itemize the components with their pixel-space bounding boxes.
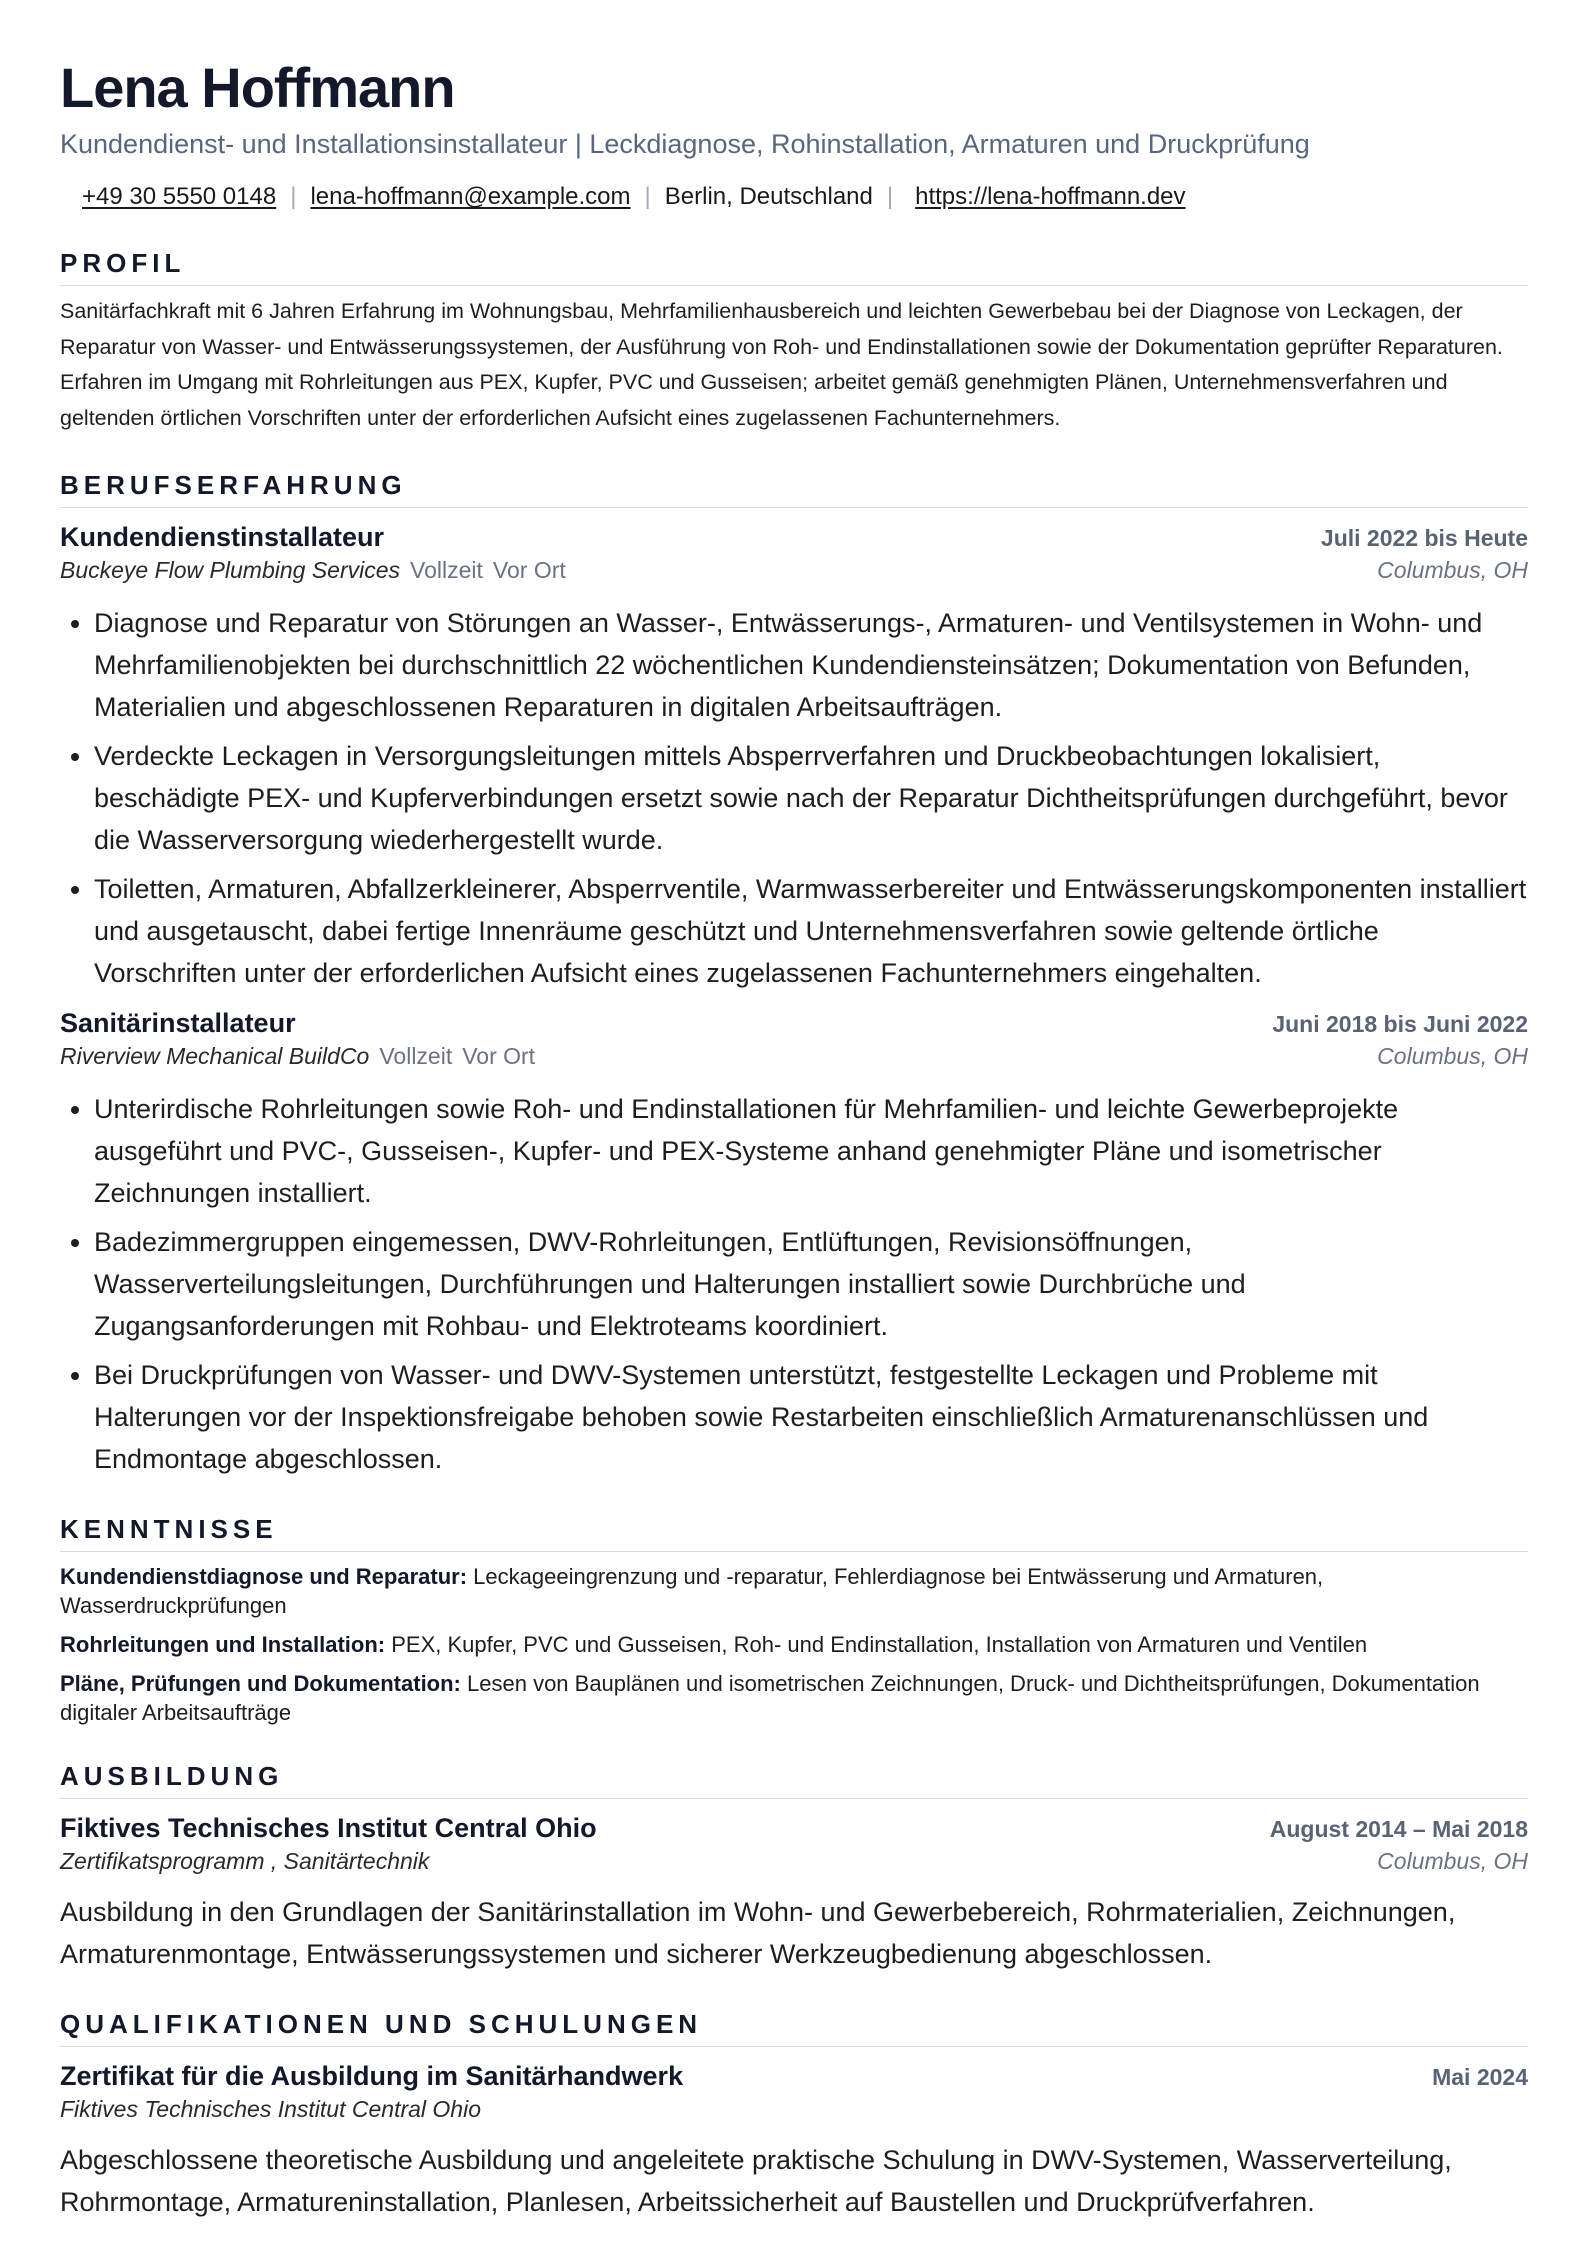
contact-separator: | — [644, 183, 651, 210]
job-location: Columbus, OH — [1377, 1043, 1528, 1069]
education-description: Ausbildung in den Grundlagen der Sanitärinstallation im Wohn- und Gewerbebereich, Rohrmaterialien, Zeichnungen, Armaturenmontage, Entwässerungssystemen und sicherer Werkzeugbedienung abgeschlossen. — [60, 1897, 1456, 1969]
job-title: Sanitärinstallateur — [60, 1008, 296, 1038]
job-bullets — [60, 1088, 1528, 1480]
contact-separator: | — [886, 183, 894, 210]
phone-link[interactable]: +49 30 5550 0148 — [82, 183, 277, 210]
education-location: Columbus, OH — [1377, 1848, 1528, 1874]
skill-line — [60, 1630, 1528, 1659]
job-bullet: • Verdeckte Leckagen in Versorgungsleitungen mittels Absperrverfahren und Druckbeobachtungen lokalisiert, beschädigte PEX- und Kupferverbindungen ersetzt sowie nach der Reparatur Dichtheitsprüfungen durchgeführt, bevor die Wasserversorgung wiederhergestellt wurde. — [94, 735, 1528, 861]
skill-label: Pläne, Prüfungen und Dokumentation: — [60, 1671, 461, 1696]
job-bullet: • Diagnose und Reparatur von Störungen an Wasser-, Entwässerungs-, Armaturen- und Ventilsystemen in Wohn- und Mehrfamilienobjekten bei durchschnittlich 22 wöchentlichen Kundendiensteinsätzen; Dokumentation von Befunden, Materialien und abgeschlossenen Reparaturen in digitalen Arbeitsaufträgen. — [94, 602, 1528, 728]
job-entry — [60, 1008, 1528, 1480]
section-title-skills: KENNTNISSE — [60, 1514, 1528, 1552]
job-date: Juni 2018 bis Juni 2022 — [1272, 1011, 1528, 1037]
company-name: Buckeye Flow Plumbing Services — [60, 557, 401, 583]
education-date: August 2014 – Mai 2018 — [1269, 1816, 1528, 1842]
email-link[interactable]: lena-hoffmann@example.com — [310, 183, 631, 210]
job-date: Juli 2022 bis Heute — [1320, 525, 1528, 551]
profile-text: Sanitärfachkraft mit 6 Jahren Erfahrung im Wohnungsbau, Mehrfamilienhausbereich und leichten Gewerbebau bei der Diagnose von Leckagen, der Reparatur von Wasser- und Entwässerungssystemen, der Ausführung von Roh- und Endinstallationen sowie der Dokumentation geprüfter Reparaturen. Erfahren im Umgang mit Rohrleitungen aus PEX, Kupfer, PVC und Gusseisen; arbeitet gemäß genehmigten Plänen, Unternehmensverfahren und geltenden örtlichen Vorschriften unter der erforderlichen Aufsicht eines zugelassenen Fachunternehmers. — [60, 299, 1503, 430]
location-text: Berlin, Deutschland — [664, 183, 873, 210]
contact-bar — [60, 180, 1528, 214]
job-bullets — [60, 602, 1528, 994]
certification-date: Mai 2024 — [1432, 2064, 1528, 2090]
certification-name: Zertifikat für die Ausbildung im Sanitärhandwerk — [60, 2061, 684, 2091]
website-link[interactable]: https://lena-hoffmann.dev — [915, 183, 1186, 210]
skill-label: Rohrleitungen und Installation: — [60, 1632, 386, 1657]
job-title: Kundendienstinstallateur — [60, 522, 385, 552]
certification-description: Abgeschlossene theoretische Ausbildung und angeleitete praktische Schulung in DWV-Systemen, Wasserverteilung, Rohrmontage, Armatureninstallation, Planlesen, Arbeitssicherheit auf Baustellen und Druckprüfverfahren. — [60, 2145, 1452, 2217]
job-entry — [60, 522, 1528, 994]
section-title-experience: BERUFSERFAHRUNG — [60, 470, 1528, 508]
work-mode: Vor Ort — [462, 1043, 536, 1069]
contact-separator: | — [290, 183, 297, 210]
skill-text: Lesen von Bauplänen und isometrischen Zeichnungen, Druck- und Dichtheitsprüfungen, Dokumentation digitaler Arbeitsaufträge — [60, 1671, 1480, 1725]
employment-type: Vollzeit — [379, 1043, 453, 1069]
employment-type: Vollzeit — [410, 557, 483, 583]
skill-text: Leckageeingrenzung und -reparatur, Fehlerdiagnose bei Entwässerung und Armaturen, Wasserdruckprüfungen — [60, 1564, 1324, 1618]
job-location: Columbus, OH — [1377, 557, 1528, 583]
certification-issuer: Fiktives Technisches Institut Central Ohio — [60, 2096, 481, 2122]
section-title-certifications: QUALIFIKATIONEN UND SCHULUNGEN — [60, 2009, 1528, 2047]
skill-line — [60, 1669, 1528, 1727]
job-bullet: • Badezimmergruppen eingemessen, DWV-Rohrleitungen, Entlüftungen, Revisionsöffnungen, Wasserverteilungsleitungen, Durchführungen und Halterungen installiert sowie Durchbrüche und Zugangsanforderungen mit Rohbau- und Elektroteams koordiniert. — [94, 1221, 1528, 1347]
headline: Kundendienst- und Installationsinstallateur | Leckdiagnose, Rohinstallation, Armaturen und Druckprüfung — [60, 129, 1310, 159]
job-bullet: • Toiletten, Armaturen, Abfallzerkleinerer, Absperrventile, Warmwasserbereiter und Entwässerungskomponenten installiert und ausgetauscht, dabei fertige Innenräume geschützt und Unternehmensverfahren sowie geltende örtliche Vorschriften unter der erforderlichen Aufsicht eines zugelassenen Fachunternehmers eingehalten. — [94, 868, 1528, 994]
company-name: Riverview Mechanical BuildCo — [60, 1043, 370, 1069]
skill-label: Kundendienstdiagnose und Reparatur: — [60, 1564, 468, 1589]
section-title-profile: PROFIL — [60, 248, 1528, 286]
job-bullet: • Bei Druckprüfungen von Wasser- und DWV-Systemen unterstützt, festgestellte Leckagen und Probleme mit Halterungen vor der Inspektionsfreigabe behoben sowie Restarbeiten einschließlich Armaturenanschlüssen und Endmontage abgeschlossen. — [94, 1354, 1528, 1480]
school-name: Fiktives Technisches Institut Central Ohio — [60, 1813, 597, 1843]
skill-line — [60, 1562, 1528, 1620]
skill-text: PEX, Kupfer, PVC und Gusseisen, Roh- und Endinstallation, Installation von Armaturen und Ventilen — [391, 1632, 1368, 1657]
education-program: Zertifikatsprogramm , Sanitärtechnik — [60, 1848, 430, 1874]
candidate-name: Lena Hoffmann — [60, 56, 455, 119]
work-mode: Vor Ort — [492, 557, 566, 583]
section-title-education: AUSBILDUNG — [60, 1761, 1528, 1799]
job-bullet: • Unterirdische Rohrleitungen sowie Roh- und Endinstallationen für Mehrfamilien- und leichte Gewerbeprojekte ausgeführt und PVC-, Gusseisen-, Kupfer- und PEX-Systeme anhand genehmigter Pläne und isometrischer Zeichnungen installiert. — [94, 1088, 1528, 1214]
